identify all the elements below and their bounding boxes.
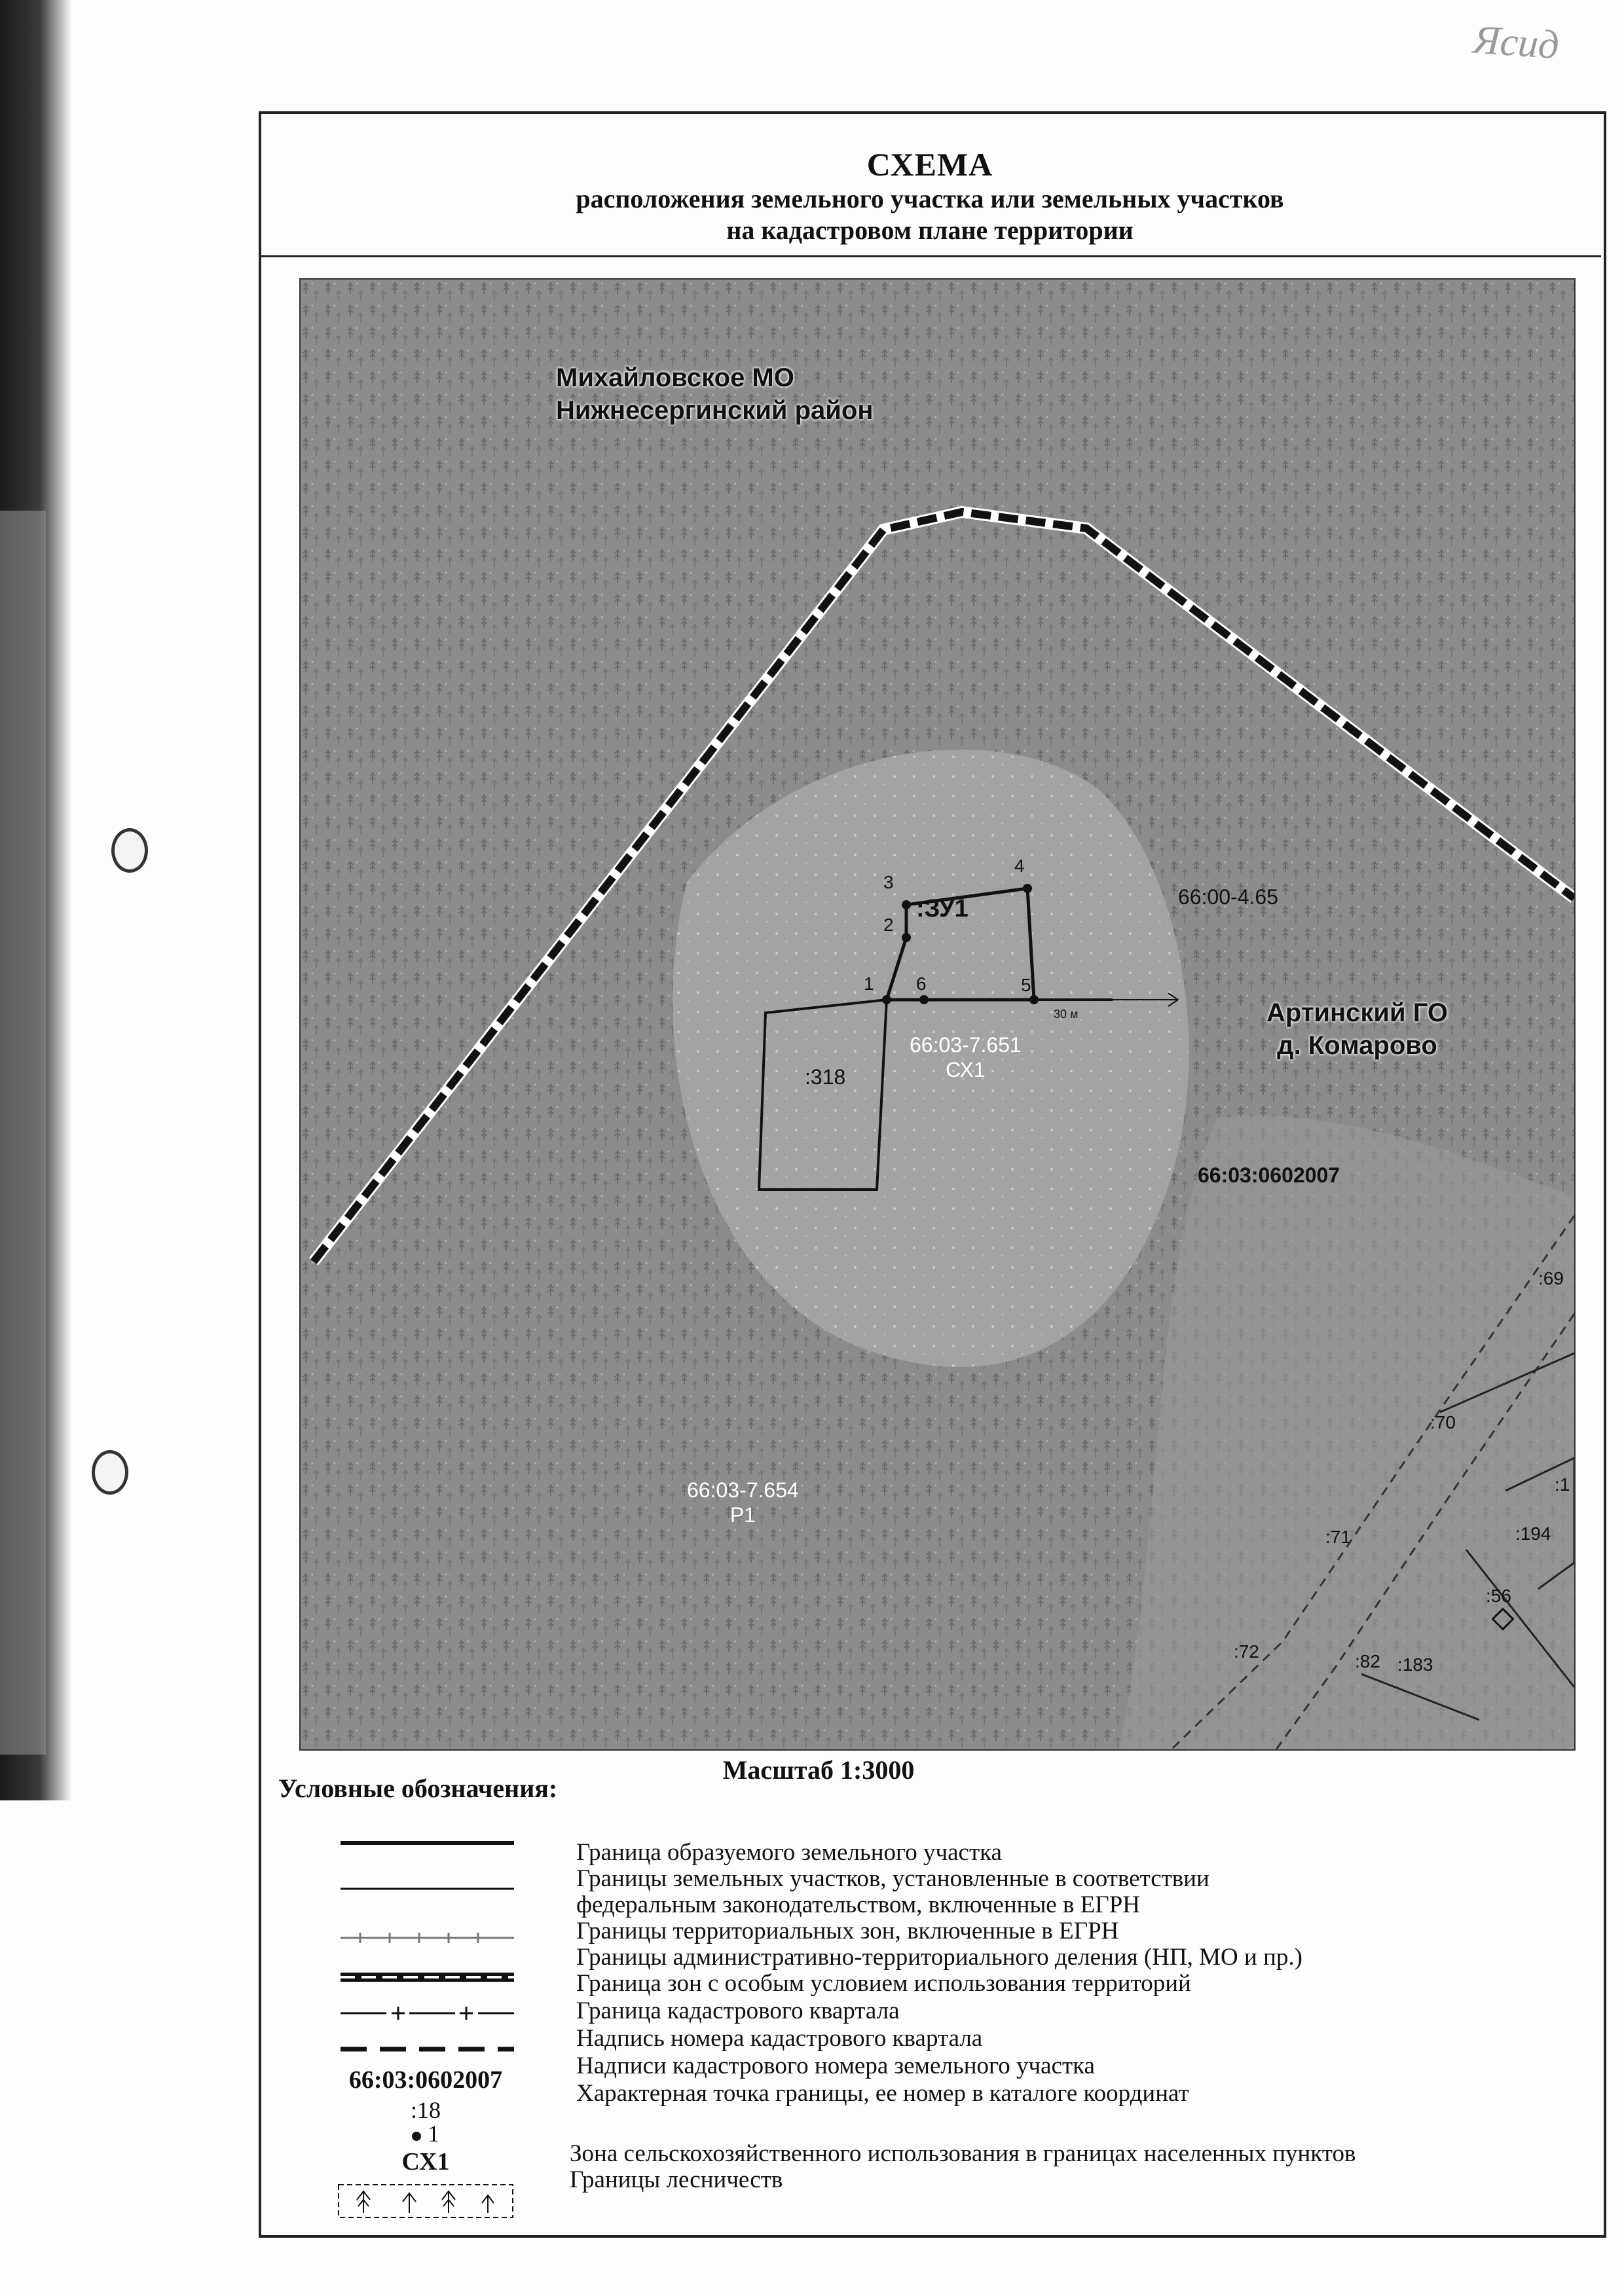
point-label-4: 4 (1014, 856, 1025, 876)
zone-p1-code: Р1 (729, 1503, 756, 1527)
region-left-line1: Михайловское МО (556, 363, 794, 392)
zone-p1-label (687, 1478, 799, 1527)
punch-hole (92, 1450, 128, 1495)
page-subtitle-1: расположения земельного участка или земельных участков (576, 184, 1284, 213)
point-dot-icon (412, 2132, 421, 2141)
region-label-left (556, 361, 873, 427)
legend-item-12: Границы лесничеств (570, 2166, 783, 2193)
boundary-point-6[interactable] (919, 995, 929, 1004)
legend-item-9: Надписи кадастрового номера земельного участка (576, 2052, 1095, 2079)
special-zone-label: 66:00-4.65 (1178, 885, 1279, 909)
legend-symbol-point-number: 1 (428, 2121, 439, 2147)
point-label-1: 1 (864, 974, 874, 994)
parcel-label-72: :72 (1234, 1641, 1259, 1662)
quarter-label: 66:03:0602007 (1198, 1163, 1340, 1187)
legend-symbol-zone: СХ1 (401, 2148, 450, 2176)
point-label-3: 3 (883, 872, 894, 892)
title-block (259, 111, 1601, 257)
scan-shadow-edge (0, 511, 46, 1755)
boundary-point-1[interactable] (882, 995, 891, 1004)
legend-item-6: Граница зон с особым условием использования территорий (576, 1970, 1191, 1997)
parcel-label-69: :69 (1538, 1268, 1564, 1288)
legend-symbol-special-zones (341, 2003, 514, 2023)
legend-item-8: Надпись номера кадастрового квартала (576, 2025, 983, 2052)
boundary-point-5[interactable] (1029, 995, 1039, 1004)
legend-symbol-quarter-number: 66:03:0602007 (348, 2066, 503, 2094)
region-label-right (1266, 996, 1448, 1062)
parcel-label-82: :82 (1355, 1651, 1380, 1671)
legend-symbol-forestry (337, 2183, 514, 2219)
region-right-line2: д. Комарово (1277, 1031, 1437, 1060)
legend-symbol-point (301, 2120, 550, 2147)
parcel-label-56: :56 (1486, 1586, 1511, 1606)
parcel-label-1: :1 (1555, 1474, 1570, 1495)
boundary-point-2[interactable] (902, 933, 911, 942)
boundary-point-4[interactable] (1023, 884, 1032, 893)
zone-cx1-label (910, 1032, 1022, 1082)
tree-icon (357, 2191, 494, 2213)
legend-title: Условные обозначения: (278, 1774, 558, 1803)
page-subtitle-2: на кадастровом плане территории (726, 215, 1134, 245)
legend-symbol-new-parcel (341, 1833, 514, 1853)
legend-symbol-parcels (341, 1879, 514, 1899)
page-title: СХЕМА (866, 146, 993, 183)
region-left-line2: Нижнесергинский район (556, 396, 874, 425)
parcel-zu1-label: :ЗУ1 (916, 895, 969, 922)
handwritten-mark: Ясид (1471, 17, 1560, 68)
legend-symbol-quarter-boundary (341, 2039, 514, 2059)
cadastral-map[interactable] (299, 278, 1576, 1751)
zone-cx1-number: 66:03-7.651 (910, 1033, 1022, 1057)
boundary-point-3[interactable] (902, 900, 911, 909)
legend-item-10: Характерная точка границы, ее номер в каталоге координат (576, 2080, 1189, 2107)
legend-symbol-territorial-zones (341, 1928, 514, 1948)
legend-item-1: Граница образуемого земельного участка (576, 1839, 1002, 1866)
punch-hole (111, 828, 148, 873)
parcel-318-label: :318 (805, 1065, 846, 1089)
zone-p1-number: 66:03-7.654 (687, 1478, 799, 1502)
zone-cx1-code: СХ1 (946, 1058, 986, 1082)
scale-bar-label: 30 м (1054, 1008, 1079, 1021)
legend-symbol-admin-boundary (341, 1967, 514, 1987)
point-label-5: 5 (1021, 975, 1031, 995)
parcel-label-71: :71 (1325, 1527, 1351, 1547)
parcel-label-70: :70 (1430, 1412, 1456, 1432)
legend-item-2: Границы земельных участков, установленные в соответствии (576, 1865, 1209, 1892)
legend-item-5: Границы административно-территориального деления (НП, МО и пр.) (576, 1944, 1302, 1971)
legend-symbol-parcel-number: :18 (410, 2097, 441, 2123)
region-right-line1: Артинский ГО (1266, 998, 1448, 1027)
legend-item-7: Граница кадастрового квартала (576, 1997, 900, 2024)
point-label-6: 6 (916, 974, 927, 994)
map-scale: Масштаб 1:3000 (722, 1755, 915, 1785)
legend-item-3: федеральным законодательством, включенные в ЕГРН (576, 1891, 1140, 1918)
legend-item-11: Зона сельскохозяйственного использования в границах населенных пунктов (570, 2140, 1356, 2167)
point-label-2: 2 (883, 915, 894, 935)
parcel-label-194: :194 (1515, 1523, 1551, 1544)
legend-item-4: Границы территориальных зон, включенные в ЕГРН (576, 1918, 1119, 1944)
parcel-label-183: :183 (1397, 1654, 1433, 1675)
